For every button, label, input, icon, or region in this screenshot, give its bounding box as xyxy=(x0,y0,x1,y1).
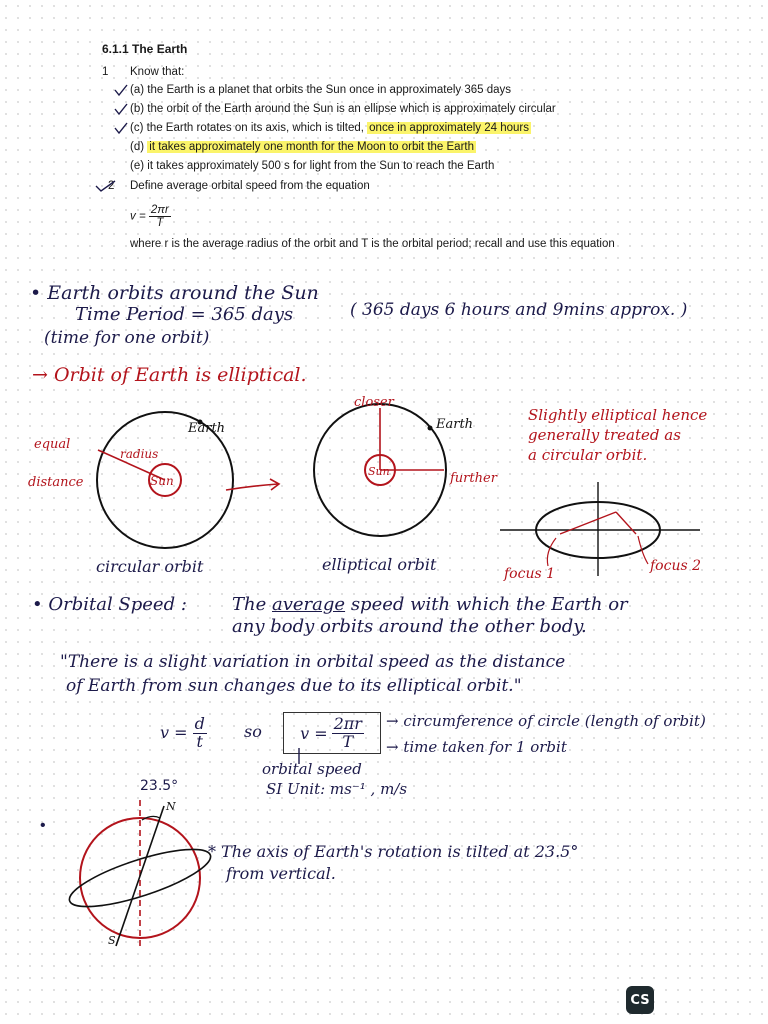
further-label: further xyxy=(450,471,497,486)
note-time-period: Time Period = 365 days xyxy=(75,304,294,325)
spec-line-text: the Earth is a planet that orbits the Sun once in approximately 365 days xyxy=(147,84,512,96)
def-average: average xyxy=(272,594,346,615)
sun-label: Sun xyxy=(150,474,174,488)
orbital-speed-def-line-1 xyxy=(232,594,628,615)
side-note-line-1: Slightly elliptical hence xyxy=(528,406,708,424)
spec-line-text: it takes approximately 500 s for light from the Sun to reach the Earth xyxy=(147,160,495,172)
spec-line-text: the Earth rotates on its axis, which is tilted, xyxy=(146,122,364,134)
equation-fraction xyxy=(149,204,171,229)
printed-equation xyxy=(130,204,171,229)
where-line: where r is the average radius of the orbit and T is the orbital period; recall and use this equation xyxy=(130,238,615,250)
orbital-speed-label: orbital speed xyxy=(262,760,362,778)
closer-label: closer xyxy=(354,395,394,410)
box-lhs: v = xyxy=(300,723,328,743)
tilt-note-line-1: * The axis of Earth's rotation is tilted at 23.5° xyxy=(208,842,579,861)
box-fraction xyxy=(332,713,364,751)
note-time-detail: ( 365 days 6 hours and 9mins approx. ) xyxy=(350,300,688,320)
spec-line-label: (b) xyxy=(130,103,145,115)
axis-north-label: N xyxy=(166,800,176,813)
equation-lhs: v = xyxy=(130,210,146,223)
quote-line-1: "There is a slight variation in orbital speed as the distance xyxy=(60,652,566,672)
elliptical-orbit-diagram xyxy=(290,386,520,582)
side-note-line-3: a circular orbit. xyxy=(528,446,648,464)
box-denominator: T xyxy=(342,731,354,751)
tilted-earth-diagram xyxy=(60,796,220,952)
tilt-angle-label: 23.5° xyxy=(140,778,179,794)
spec-line-highlight: it takes approximately one month for the Moon to orbit the Earth xyxy=(149,141,474,153)
focus-1-label: focus 1 xyxy=(504,566,556,582)
spec-line-label: (c) xyxy=(130,122,144,134)
spec-line-d xyxy=(130,141,476,153)
def-the: The xyxy=(232,594,267,615)
spec-line-label: (e) xyxy=(130,160,145,172)
quote-line-2: of Earth from sun changes due to its elliptical orbit." xyxy=(66,676,522,696)
side-note-line-2: generally treated as xyxy=(528,426,681,444)
focus-line-2 xyxy=(616,512,636,534)
define-line: Define average orbital speed from the equation xyxy=(130,180,370,192)
vdt-numerator: d xyxy=(194,714,205,733)
note-elliptical: → Orbit of Earth is elliptical. xyxy=(32,364,307,386)
box-numerator: 2πr xyxy=(333,713,362,733)
equation-numerator: 2πr xyxy=(150,204,169,216)
know-that-label: Know that: xyxy=(130,66,185,78)
spec-line-c xyxy=(130,122,531,134)
note-time-one-orbit: (time for one orbit) xyxy=(44,328,210,348)
vdt-lhs: v = xyxy=(160,722,188,742)
focus-2-label: focus 2 xyxy=(650,558,702,574)
si-unit-label: SI Unit: ms⁻¹ , m/s xyxy=(266,780,408,798)
item-number-1: 1 xyxy=(102,66,109,78)
spec-line-highlight: once in approximately 24 hours xyxy=(369,122,529,134)
v-equals-d-over-t xyxy=(160,716,207,751)
tilt-note-line-2: from vertical. xyxy=(226,864,336,883)
equation-denominator: T xyxy=(156,217,164,230)
earth-label: Earth xyxy=(436,417,474,432)
radius-label: radius xyxy=(120,447,159,461)
vdt-denominator: t xyxy=(196,731,203,751)
orbital-speed-def-line-2: any body orbits around the other body. xyxy=(232,616,587,637)
spec-line-label: (d) xyxy=(130,141,145,153)
item-number-2: 2 xyxy=(108,180,115,192)
earth-dot xyxy=(428,426,433,431)
arrow-time-taken: → time taken for 1 orbit xyxy=(386,738,567,756)
foci-diagram xyxy=(490,478,750,588)
spec-line-a xyxy=(130,84,511,96)
spec-line-label: (a) xyxy=(130,84,145,96)
cs-logo: CS xyxy=(626,986,654,1014)
spec-line-e xyxy=(130,160,494,172)
spec-line-text: the orbit of the Earth around the Sun is an ellipse which is approximately circular xyxy=(147,103,556,115)
section-title: 6.1.1 The Earth xyxy=(102,42,188,56)
tick-mark-2 xyxy=(94,178,120,194)
def-rest: speed with which the Earth or xyxy=(350,594,628,615)
bullet-dot: • xyxy=(40,817,46,834)
orbital-speed-heading: • Orbital Speed : xyxy=(32,594,187,615)
arrow-icon xyxy=(222,476,286,498)
vdt-fraction xyxy=(193,716,207,751)
sun-label: Sun xyxy=(368,465,390,478)
so-label: so xyxy=(244,722,262,741)
spec-line-b xyxy=(130,103,556,115)
tick-marks xyxy=(112,80,136,142)
distance-label: distance xyxy=(28,475,84,490)
arrow-circumference: → circumference of circle (length of orbit) xyxy=(386,712,706,730)
circular-caption: circular orbit xyxy=(96,557,204,576)
elliptical-caption: elliptical orbit xyxy=(322,555,437,574)
focus-line-1 xyxy=(560,512,616,534)
note-earth-orbits: • Earth orbits around the Sun xyxy=(30,282,319,304)
earth-label: Earth xyxy=(188,421,226,436)
equal-label: equal xyxy=(34,437,71,452)
axis-south-label: S xyxy=(108,934,116,947)
